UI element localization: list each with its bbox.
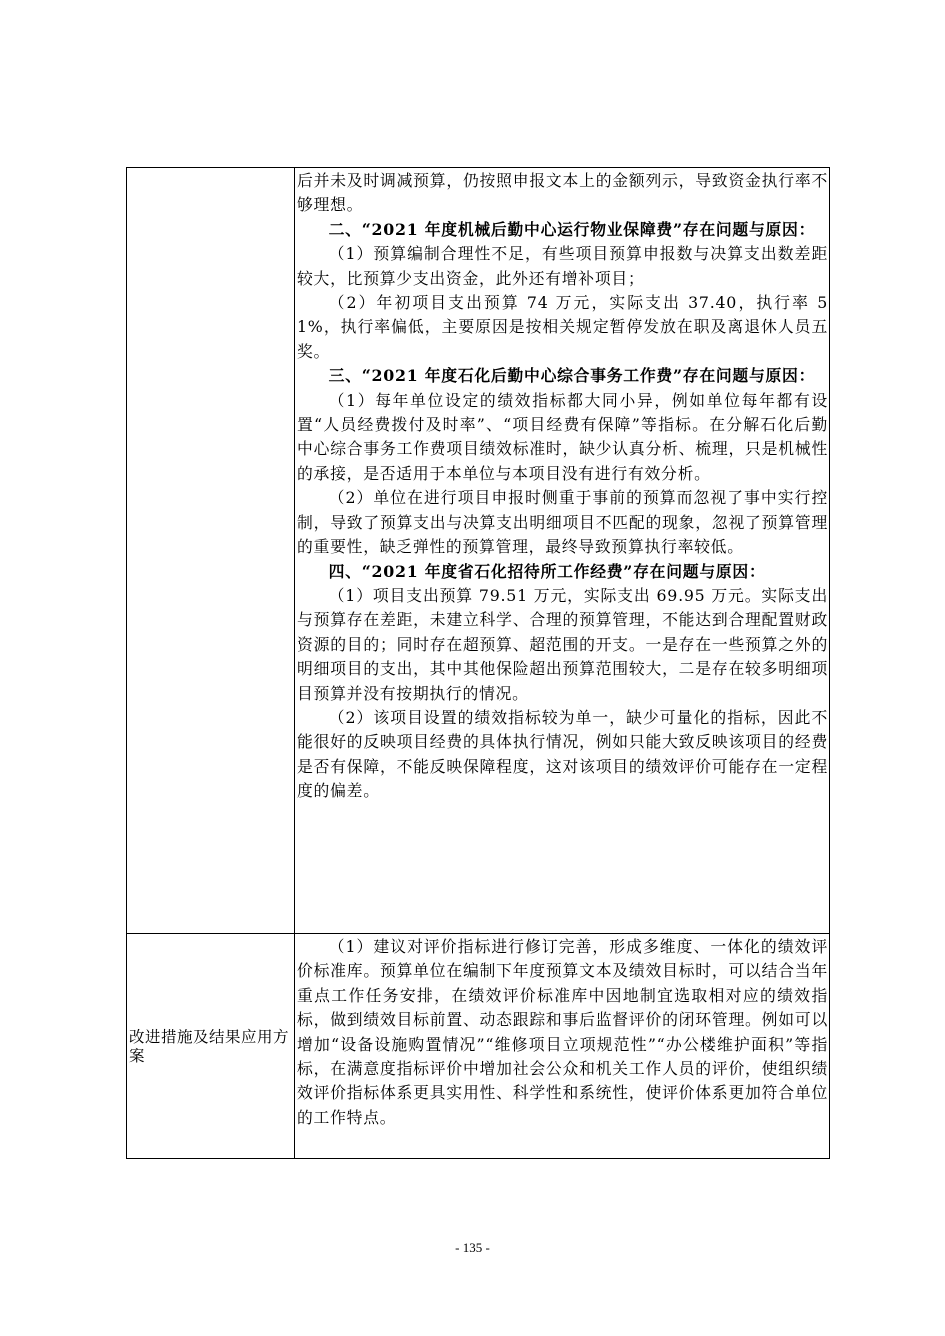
row-label-improvement: 改进措施及结果应用方案 — [129, 1028, 290, 1065]
row-label-cell — [127, 168, 295, 934]
page-number: - 135 - — [455, 1240, 490, 1255]
paragraph: （1）项目支出预算 79.51 万元，实际支出 69.95 万元。实际支出与预算存在差距，未建立科学、合理的预算管理，不能达到合理配置财政资源的目的；同时存在超预算、超范围的开支。一是存在一些预算之外的明细项目的支出，其中其他保险超出预算范围较大，二是存在较多明细项目预算并没有按期执行的情况。 — [297, 585, 828, 703]
paragraph: （2）单位在进行项目申报时侧重于事前的预算而忽视了事中实行控制，导致了预算支出与决算支出明细项目不匹配的现象，忽视了预算管理的重要性，缺乏弹性的预算管理，最终导致预算执行率较低。 — [297, 488, 828, 557]
problems-content-cell — [295, 168, 830, 934]
paragraph: （1）每年单位设定的绩效指标都大同小异，例如单位每年都有设置“人员经费拨付及时率”、“项目经费有保障”等指标。在分解石化后勤中心综合事务工作费项目绩效标准时，缺少认真分析、梳理，只是机械性的承接，是否适用于本单位与本项目没有进行有效分析。 — [297, 390, 828, 483]
paragraph-continuation: 后并未及时调减预算，仍按照申报文本上的金额列示，导致资金执行率不够理想。 — [297, 171, 828, 215]
section-heading-3: 三、“2021 年度石化后勤中心综合事务工作费”存在问题与原因： — [328, 366, 816, 386]
paragraph: （2）该项目设置的绩效指标较为单一，缺少可量化的指标，因此不能很好的反映项目经费的具体执行情况，例如只能大致反映该项目的经费是否有保障，不能反映保障程度，这对该项目的绩效评价可能存在一定程度的偏差。 — [297, 707, 828, 801]
row-label — [127, 550, 294, 552]
paragraph: （1）预算编制合理性不足，有些项目预算申报数与决算支出数差距较大，比预算少支出资金，此外还有增补项目； — [297, 244, 828, 288]
paragraph: （2）年初项目支出预算 74 万元，实际支出 37.40，执行率 51%，执行率偏低，主要原因是按相关规定暂停发放在职及离退休人员五奖。 — [297, 293, 828, 361]
section-heading-2: 二、“2021 年度机械后勤中心运行物业保障费”存在问题与原因： — [328, 219, 816, 239]
section-heading-4: 四、“2021 年度省石化招待所工作经费”存在问题与原因： — [328, 561, 766, 581]
table-row — [127, 934, 830, 1159]
evaluation-table — [126, 167, 830, 1159]
paragraph: （1）建议对评价指标进行修订完善，形成多维度、一体化的绩效评价标准库。预算单位在编制下年度预算文本及绩效目标时，可以结合当年重点工作任务安排，在绩效评价标准库中因地制宜选取相对应的绩效指标，做到绩效目标前置、动态跟踪和事后监督评价的闭环管理。例如可以增加“设备设施购置情况”“维修项目立项规范性”“办公楼维护面积”等指标，在满意度指标评价中增加社会公众和机关工作人员的评价，使组织绩效评价指标体系更具实用性、科学性和系统性，使评价体系更加符合单位的工作特点。 — [297, 937, 828, 1127]
improvement-content-cell — [295, 934, 830, 1159]
row-label-cell — [127, 934, 295, 1159]
table-row — [127, 168, 830, 934]
